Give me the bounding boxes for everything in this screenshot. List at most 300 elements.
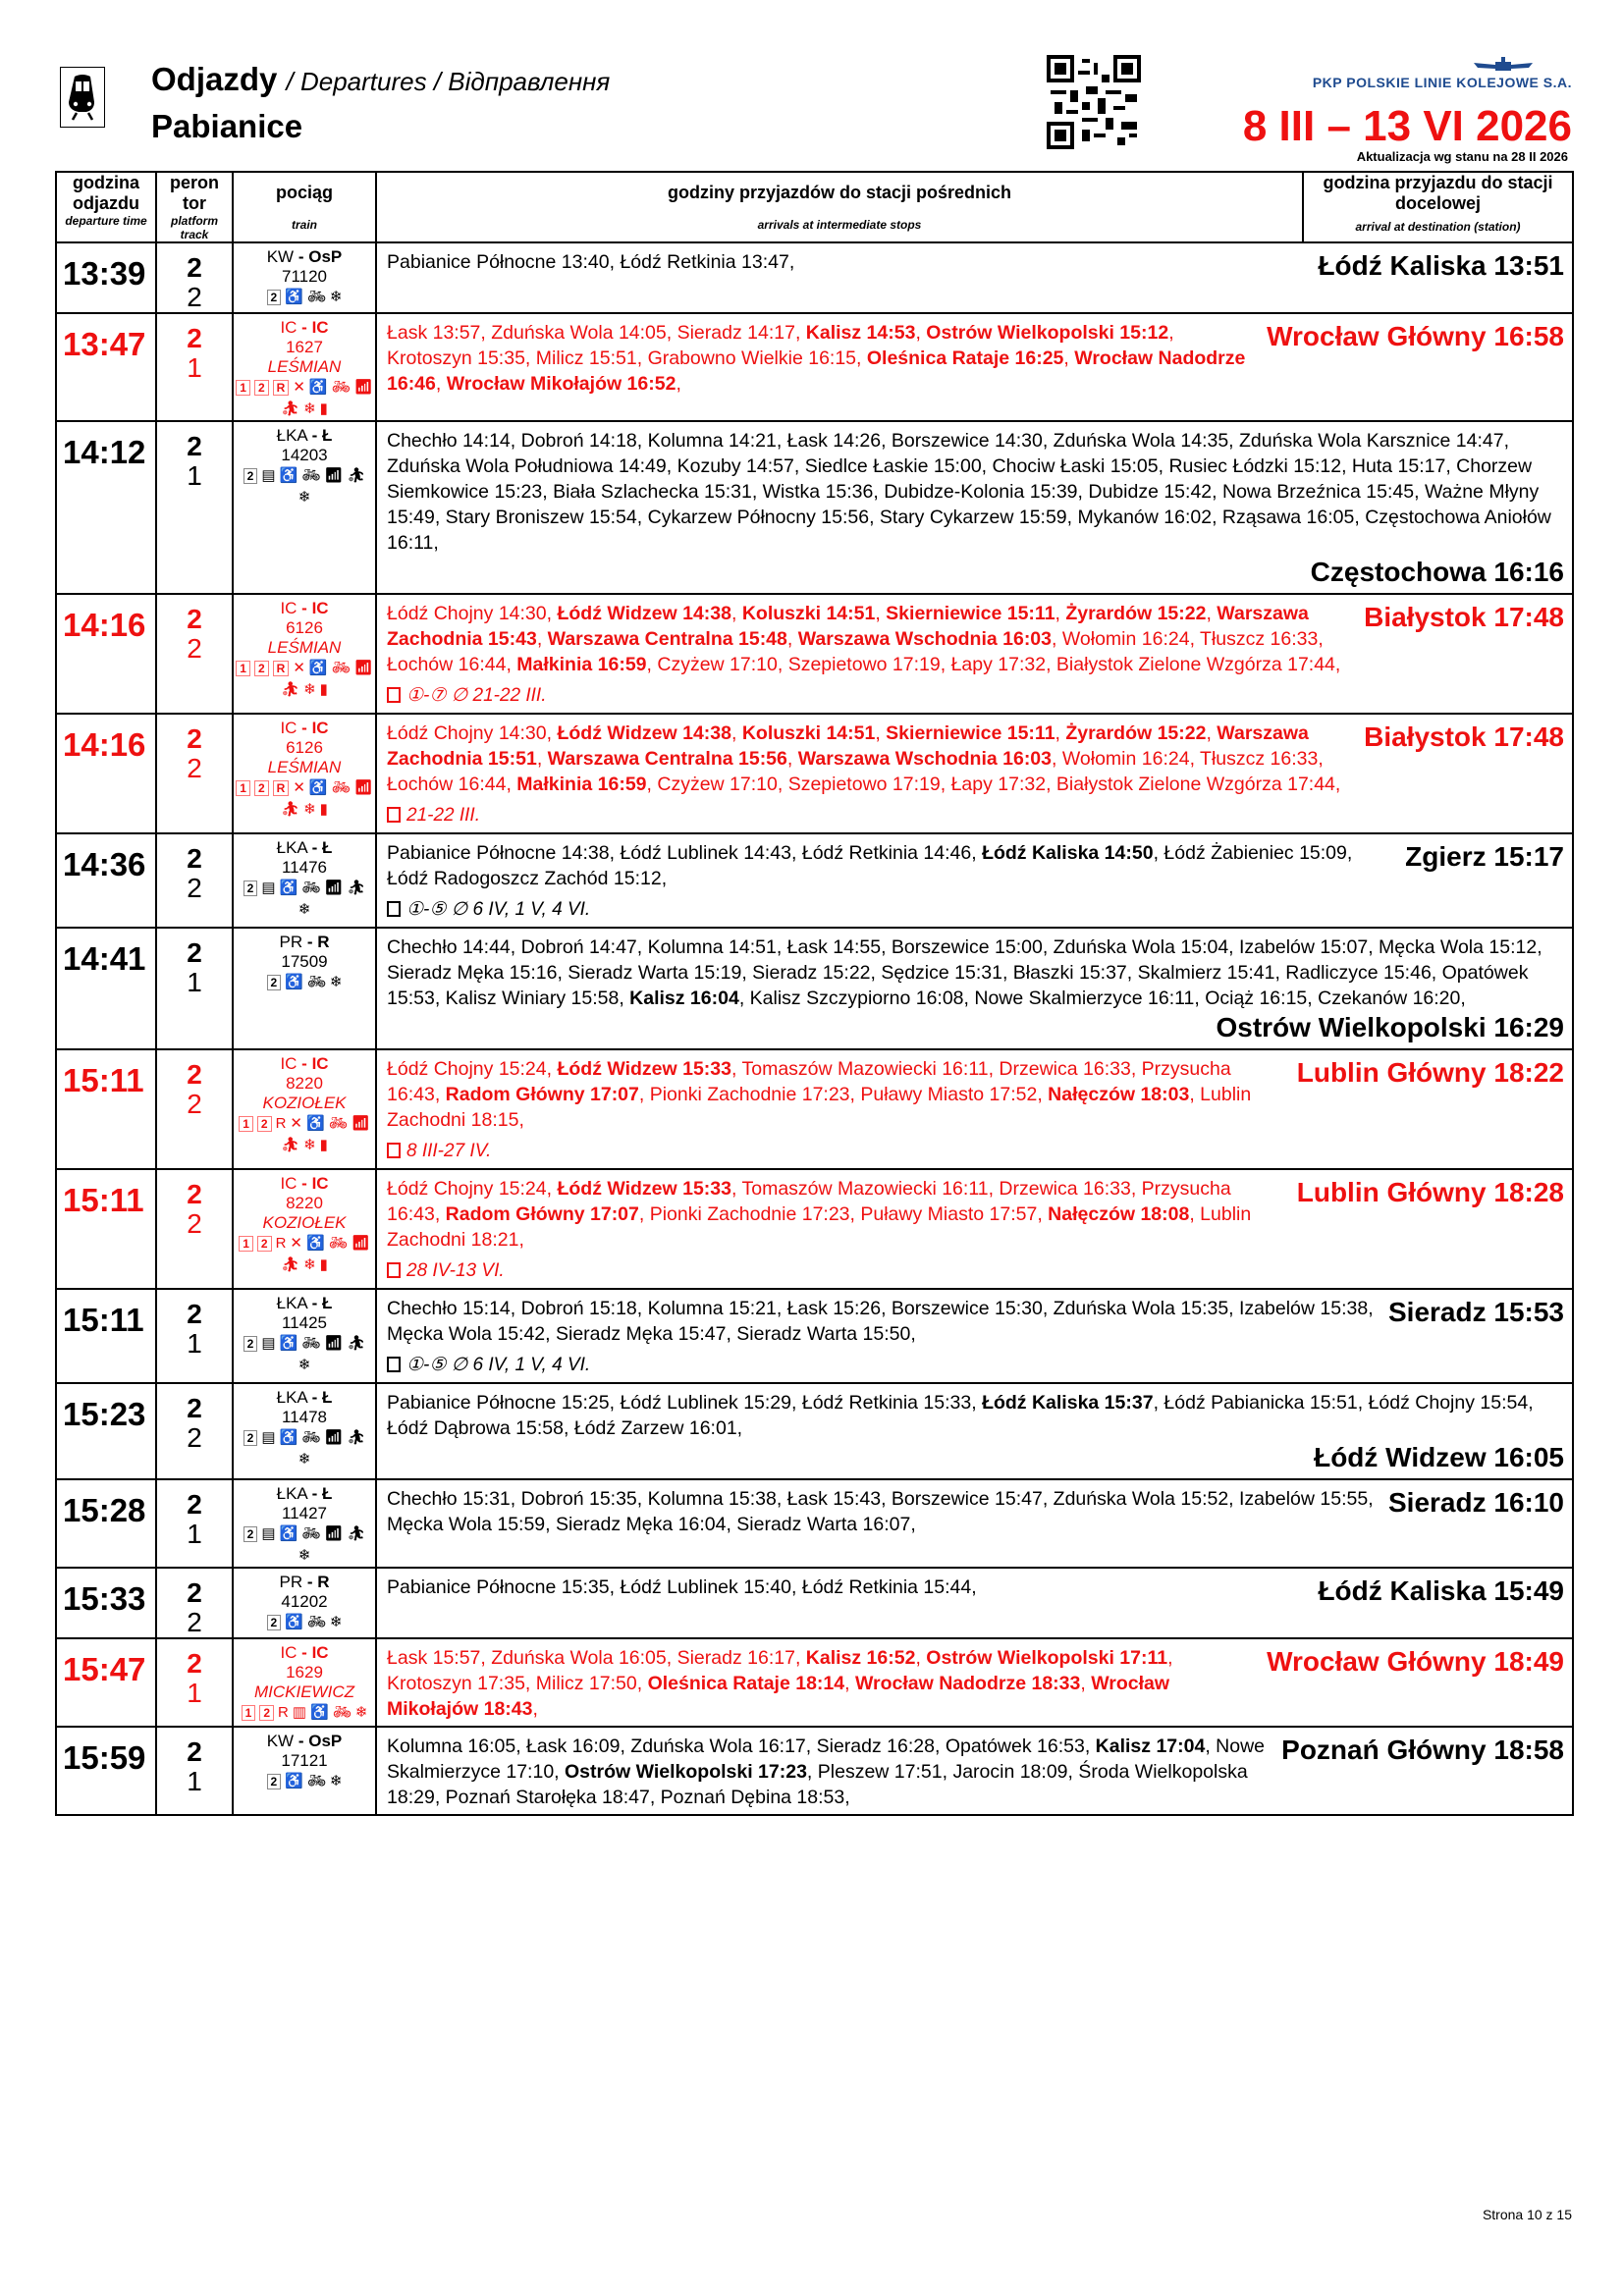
- train-category: IC - IC: [280, 1174, 329, 1193]
- train-amenities: [234, 377, 375, 420]
- train-number: 6126: [286, 618, 323, 637]
- air-conditioning-icon: ❄: [298, 1451, 311, 1468]
- stop: Biała Szlachecka 15:31: [553, 481, 752, 503]
- departure-time: 15:11: [56, 1049, 156, 1169]
- 2nd-class-icon: 2: [254, 380, 269, 396]
- baby-care-icon: ⛹︎: [347, 1335, 366, 1352]
- 1st-class-icon: 1: [236, 661, 250, 676]
- stop: Drzewica 16:33: [999, 1178, 1131, 1200]
- stop: Chorzew Siemkowice 15:23: [387, 455, 1533, 503]
- stop: Czyżew 17:10: [657, 654, 778, 675]
- col-platform: peron tor platform track: [156, 172, 233, 242]
- stop: Sieradz Męka 15:47: [556, 1323, 727, 1345]
- air-conditioning-icon: ❄: [303, 1137, 316, 1153]
- stop-major: Radom Główny 17:07: [445, 1203, 639, 1225]
- baby-care-icon: ⛹︎: [281, 1256, 300, 1273]
- stop: Łódź Żabieniec 15:09: [1163, 842, 1347, 864]
- departure-time: 14:16: [56, 714, 156, 833]
- wifi-icon: 📶︎: [324, 1525, 344, 1542]
- wheelchair-icon: ♿: [279, 467, 298, 484]
- stop: Łapy 17:32: [950, 654, 1047, 675]
- stop: Szepietowo 17:19: [787, 654, 941, 675]
- train-amenities: [234, 1427, 375, 1470]
- qr-code-icon[interactable]: [1047, 55, 1141, 149]
- platform: 2: [187, 1393, 202, 1423]
- stop: Siedlce Łaskie 15:00: [804, 455, 982, 477]
- stop: Chechło 15:31: [387, 1488, 511, 1510]
- ticket-machine-icon: ▤: [261, 467, 276, 484]
- stop-major: Wrocław Mikołajów 16:52: [446, 373, 676, 395]
- operating-days-note: 8 III-27 IV.: [387, 1139, 1564, 1164]
- wifi-icon: 📶︎: [353, 660, 373, 676]
- operating-days-note: ①-⑦ ∅ 21-22 III.: [387, 683, 1564, 709]
- wifi-icon: 📶︎: [324, 880, 344, 896]
- stop: Łódź Dąbrowa 15:58: [387, 1417, 564, 1439]
- calendar-icon: [387, 687, 401, 703]
- operating-days-note: 28 IV-13 VI.: [387, 1258, 1564, 1284]
- stop: Sieradz Warta 16:07: [736, 1514, 911, 1535]
- stop: Męcka Wola 15:12: [1379, 936, 1538, 958]
- platform: 2: [187, 323, 202, 353]
- col-destination: godzina przyjazdu do stacji docelowej arrival at destination (station): [1303, 172, 1573, 242]
- stop-major: Żyrardów 15:22: [1065, 722, 1207, 744]
- departure-time: 15:28: [56, 1479, 156, 1568]
- stop-major: Radom Główny 17:07: [445, 1084, 639, 1105]
- table-row: [56, 242, 1573, 313]
- stop: Krotoszyn 15:35: [387, 347, 525, 369]
- route-stops: Łódź Kaliska 15:49 Pabianice Północne 15:35, Łódź Lublinek 15:40, Łódź Retkinia 15:44,: [376, 1568, 1573, 1638]
- air-conditioning-icon: ❄: [303, 801, 316, 818]
- track: 2: [187, 753, 202, 783]
- stop-major: Skierniewice 15:11: [886, 603, 1055, 624]
- stop-major: Łódź Widzew 15:33: [557, 1178, 731, 1200]
- platform-track: [156, 1383, 233, 1479]
- stop: Milicz 15:51: [535, 347, 637, 369]
- calendar-icon: [387, 807, 401, 823]
- air-conditioning-icon: ❄: [298, 489, 311, 506]
- stop: Zduńska Wola 15:35: [1053, 1298, 1229, 1319]
- stop-major: Łódź Widzew 14:38: [557, 722, 731, 744]
- bicycle-icon: 🚲︎: [328, 1235, 348, 1252]
- wheelchair-icon: ♿: [285, 1614, 303, 1630]
- stop: Kolumna 16:05: [387, 1735, 516, 1757]
- stop: Łódź Lublinek 14:43: [620, 842, 791, 864]
- stop: Łochów 16:44: [387, 654, 507, 675]
- ticket-machine-icon: ▤: [261, 1429, 276, 1446]
- train-amenities: [234, 658, 375, 701]
- stop: Nowe Skalmierzyce 17:10: [387, 1735, 1266, 1783]
- stop: Opatówek 16:53: [945, 1735, 1085, 1757]
- stop-major: Łódź Widzew 15:33: [557, 1058, 731, 1080]
- restaurant-icon: ✕: [293, 379, 305, 396]
- stop: Sieradz Warta 15:50: [736, 1323, 911, 1345]
- stop: Grabowno Wielkie 16:15: [647, 347, 857, 369]
- stop: Łódź Retkinia 14:46: [801, 842, 972, 864]
- baby-care-icon: ⛹︎: [281, 801, 300, 818]
- stop: Środa Wielkopolska 18:29: [387, 1761, 1248, 1808]
- stop: Łódź Lublinek 15:29: [620, 1392, 791, 1414]
- train-amenities: [234, 1523, 375, 1567]
- stop: Lublin Zachodni 18:21: [387, 1203, 1252, 1251]
- train-number: 8220: [286, 1074, 323, 1093]
- air-conditioning-icon: ❄: [303, 400, 316, 417]
- stop: Jarocin 18:09: [952, 1761, 1068, 1783]
- stop-major: Warszawa Centralna 15:48: [547, 628, 787, 650]
- 1st-class-icon: 1: [239, 1116, 253, 1132]
- track: 1: [187, 1519, 202, 1549]
- stop: Stary Cykarzew 15:59: [879, 507, 1067, 528]
- 2nd-class-icon: 2: [259, 1705, 274, 1721]
- stop: Kolumna 15:38: [647, 1488, 777, 1510]
- stop: Sieradz Męka 15:16: [387, 962, 558, 984]
- train-info: [233, 1479, 376, 1568]
- destination: Lublin Główny 18:28: [1296, 1177, 1564, 1207]
- table-row: [56, 1169, 1573, 1289]
- platform: 2: [187, 1059, 202, 1090]
- train-info: [233, 242, 376, 313]
- stop: Łódź Retkinia 13:47: [620, 251, 789, 273]
- table-row: [56, 1049, 1573, 1169]
- destination: Częstochowa 16:16: [1310, 557, 1564, 587]
- destination: Poznań Główny 18:58: [1281, 1735, 1564, 1765]
- luggage-icon: ▮: [319, 1137, 328, 1153]
- luggage-icon: ▮: [319, 1256, 328, 1273]
- calendar-icon: [387, 901, 401, 917]
- baby-care-icon: ⛹︎: [281, 1137, 300, 1153]
- 1st-class-icon: 1: [236, 780, 250, 796]
- col-intermediate-stops: godziny przyjazdów do stacji pośrednich arrivals at intermediate stops: [376, 172, 1303, 242]
- stop-major: Małkinia 16:59: [516, 654, 647, 675]
- train-category: IC - IC: [280, 599, 329, 617]
- bicycle-icon: 🚲︎: [306, 974, 326, 990]
- platform: 2: [187, 937, 202, 968]
- wifi-icon: 📶︎: [351, 1235, 370, 1252]
- stop: Czekanów 16:20: [1318, 988, 1461, 1009]
- route-stops: Lublin Główny 18:28 Łódź Chojny 15:24, Łódź Widzew 15:33, Tomaszów Mazowiecki 16:11, Drzewica 16:33, Przysucha 16:43, Radom Główny 17:07, Pionki Zachodnie 17:23, Puławy Miasto 17:57, Nałęczów 18:08, Lublin Zachodni 18:21, 28 IV-13 VI.: [376, 1169, 1573, 1289]
- train-icon: [60, 67, 105, 128]
- departure-time: 15:59: [56, 1727, 156, 1815]
- stop: Borszewice 15:00: [891, 936, 1043, 958]
- wheelchair-icon: ♿: [279, 1335, 298, 1352]
- stop: Łódź Chojny 14:30: [387, 722, 547, 744]
- reservation-icon: R: [275, 1235, 287, 1252]
- departure-time: 15:11: [56, 1169, 156, 1289]
- stop-major: Wrocław Nadodrze 16:46: [387, 347, 1246, 395]
- calendar-icon: [387, 1143, 401, 1158]
- luggage-icon: ▮: [319, 681, 328, 698]
- stop: Łask 14:26: [786, 430, 882, 452]
- train-info: [233, 421, 376, 594]
- destination: Białystok 17:48: [1364, 602, 1564, 632]
- wheelchair-icon: ♿: [285, 289, 303, 305]
- stop-major: Oleśnica Rataje 18:14: [647, 1673, 845, 1694]
- train-info: [233, 1289, 376, 1383]
- train-category: PR - R: [279, 1573, 330, 1591]
- track: 2: [187, 633, 202, 664]
- 2nd-class-icon: 2: [243, 1336, 258, 1352]
- route-stops: Chechło 14:44, Dobroń 14:47, Kolumna 14:51, Łask 14:55, Borszewice 15:00, Zduńska Wola 15:04, Izabelów 15:07, Męcka Wola 15:12, Sieradz Męka 15:16, Sieradz Warta 15:19, Sieradz 15:22, Sędzice 15:31, Błaszki 15:37, Skalmierz 15:41, Radliczyce 15:46, Opatówek 15:53, Kalisz Winiary 15:58, Kalisz 16:04, Kalisz Szczypiorno 16:08, Nowe Skalmierzyce 16:11, Ociąż 16:15, Czekanów 16:20, Ostrów Wielkopolski 16:29: [376, 928, 1573, 1049]
- 2nd-class-icon: 2: [257, 1236, 272, 1252]
- train-name: LEŚMIAN: [267, 758, 342, 776]
- train-info: [233, 1049, 376, 1169]
- 1st-class-icon: 1: [242, 1705, 256, 1721]
- calendar-icon: [387, 1262, 401, 1278]
- train-info: [233, 1568, 376, 1638]
- 2nd-class-icon: 2: [243, 468, 258, 484]
- wifi-icon: 📶︎: [353, 379, 373, 396]
- restaurant-icon: ✕: [293, 660, 305, 676]
- destination: Ostrów Wielkopolski 16:29: [1216, 1012, 1564, 1042]
- stop: Kolumna 14:21: [647, 430, 777, 452]
- train-info: [233, 1169, 376, 1289]
- route-stops: Białystok 17:48 Łódź Chojny 14:30, Łódź Widzew 14:38, Koluszki 14:51, Skierniewice 15:11, Żyrardów 15:22, Warszawa Zachodnia 15:51, Warszawa Centralna 15:56, Warszawa Wschodnia 16:03, Wołomin 16:24, Tłuszcz 16:33, Łochów 16:44, Małkinia 16:59, Czyżew 17:10, Szepietowo 17:19, Łapy 17:32, Białystok Zielone Wzgórza 17:44, 21-22 III.: [376, 714, 1573, 833]
- train-name: KOZIOŁEK: [262, 1213, 347, 1232]
- wifi-icon: 📶︎: [324, 1429, 344, 1446]
- stop: Kolumna 14:51: [647, 936, 777, 958]
- table-row: [56, 928, 1573, 1049]
- stop-major: Kalisz 16:04: [629, 988, 739, 1009]
- page-header: [55, 55, 1572, 168]
- stop: Borszewice 15:30: [891, 1298, 1043, 1319]
- platform: 2: [187, 843, 202, 874]
- platform: 2: [187, 723, 202, 754]
- wheelchair-icon: ♿: [279, 1525, 298, 1542]
- departure-time: 15:11: [56, 1289, 156, 1383]
- train-number: 11427: [281, 1504, 327, 1522]
- stop-major: Nałęczów 18:08: [1048, 1203, 1190, 1225]
- table-row: [56, 594, 1573, 714]
- stop-major: Skierniewice 15:11: [886, 722, 1055, 744]
- departure-time: 14:12: [56, 421, 156, 594]
- train-name: MICKIEWICZ: [254, 1682, 354, 1701]
- stop-major: Warszawa Zachodnia 15:51: [387, 722, 1309, 770]
- luggage-icon: ▮: [319, 801, 328, 818]
- destination: Łódź Kaliska 15:49: [1318, 1575, 1564, 1606]
- departure-time: 14:16: [56, 594, 156, 714]
- air-conditioning-icon: ❄: [298, 1547, 311, 1564]
- train-amenities: [234, 1612, 375, 1633]
- departure-time: 15:23: [56, 1383, 156, 1479]
- train-amenities: [234, 1113, 375, 1156]
- train-info: [233, 1638, 376, 1727]
- train-amenities: [234, 1233, 375, 1276]
- stop: Zduńska Wola 16:05: [491, 1647, 667, 1669]
- platform-track: [156, 1638, 233, 1727]
- stop: Poznań Starołęka 18:47: [445, 1787, 650, 1808]
- stop: Czyżew 17:10: [657, 774, 778, 795]
- train-number: 6126: [286, 738, 323, 757]
- departures-table: [55, 171, 1574, 1816]
- wheelchair-icon: ♿: [308, 779, 328, 796]
- wheelchair-icon: ♿: [306, 1235, 325, 1252]
- stop: Łódź Chojny 15:24: [387, 1178, 547, 1200]
- stop: Kalisz Winiary 15:58: [445, 988, 620, 1009]
- table-row: [56, 313, 1573, 421]
- train-number: 71120: [281, 267, 327, 286]
- stop: Łask 16:09: [526, 1735, 621, 1757]
- track: 2: [187, 1607, 202, 1637]
- train-number: 1629: [286, 1663, 323, 1682]
- route-stops: Sieradz 16:10 Chechło 15:31, Dobroń 15:35, Kolumna 15:38, Łask 15:43, Borszewice 15:47, Zduńska Wola 15:52, Izabelów 15:55, Męcka Wola 15:59, Sieradz Męka 16:04, Sieradz Warta 16:07,: [376, 1479, 1573, 1568]
- stop: Łódź Retkinia 15:44: [801, 1576, 972, 1598]
- stop-major: Warszawa Zachodnia 15:43: [387, 603, 1309, 650]
- departure-time: 15:47: [56, 1638, 156, 1727]
- train-amenities: [234, 287, 375, 308]
- stop: Pabianice Północne 15:35: [387, 1576, 610, 1598]
- platform: 2: [187, 1489, 202, 1520]
- stop-major: Kalisz 17:04: [1095, 1735, 1206, 1757]
- table-row: [56, 1638, 1573, 1727]
- operating-days-note: ①-⑤ ∅ 6 IV, 1 V, 4 VI.: [387, 897, 1564, 923]
- route-stops: Poznań Główny 18:58 Kolumna 16:05, Łask 16:09, Zduńska Wola 16:17, Sieradz 16:28, Opatówek 16:53, Kalisz 17:04, Nowe Skalmierzyce 17:10, Ostrów Wielkopolski 17:23, Pleszew 17:51, Jarocin 18:09, Środa Wielkopolska 18:29, Poznań Starołęka 18:47, Poznań Dębina 18:53,: [376, 1727, 1573, 1815]
- reservation-icon: R: [273, 380, 290, 396]
- reservation-icon: R: [278, 1704, 289, 1721]
- air-conditioning-icon: ❄: [298, 1357, 311, 1373]
- train-category: ŁKA - Ł: [276, 1294, 333, 1312]
- restaurant-icon: ✕: [290, 1235, 302, 1252]
- stop: Białystok Zielone Wzgórza 17:44: [1055, 654, 1335, 675]
- stop: Ociąż 16:15: [1205, 988, 1308, 1009]
- route-stops: Wrocław Główny 16:58 Łask 13:57, Zduńska Wola 14:05, Sieradz 14:17, Kalisz 14:53, Ostrów Wielkopolski 15:12, Krotoszyn 15:35, Milicz 15:51, Grabowno Wielkie 16:15, Oleśnica Rataje 16:25, Wrocław Nadodrze 16:46, Wrocław Mikołajów 16:52,: [376, 313, 1573, 421]
- stop-major: Warszawa Wschodnia 16:03: [797, 748, 1052, 770]
- stop: Milicz 17:50: [535, 1673, 637, 1694]
- stop: Łask 15:57: [387, 1647, 481, 1669]
- table-row: [56, 714, 1573, 833]
- train-number: 8220: [286, 1194, 323, 1212]
- wheelchair-icon: ♿: [306, 1115, 325, 1132]
- stop: Chechło 15:14: [387, 1298, 511, 1319]
- train-number: 17121: [281, 1751, 328, 1770]
- track: 1: [187, 1766, 202, 1796]
- stop: Pionki Zachodnie 17:23: [649, 1084, 850, 1105]
- stop: Błaszki 15:37: [1012, 962, 1127, 984]
- train-number: 11478: [281, 1408, 327, 1426]
- train-category: IC - IC: [280, 318, 329, 337]
- stop: Kalisz Szczypiorno 16:08: [749, 988, 964, 1009]
- calendar-icon: [387, 1357, 401, 1372]
- reservation-icon: R: [273, 661, 290, 676]
- stop-major: Łódź Kaliska 15:37: [982, 1392, 1154, 1414]
- 2nd-class-icon: 2: [243, 1430, 258, 1446]
- train-amenities: [234, 777, 375, 821]
- air-conditioning-icon: ❄: [329, 1773, 343, 1789]
- validity-period: 8 III – 13 VI 2026: [1242, 102, 1572, 150]
- stop-major: Łódź Kaliska 14:50: [982, 842, 1154, 864]
- table-header: [56, 172, 1573, 242]
- stop: Poznań Dębina 18:53: [660, 1787, 845, 1808]
- stop-major: Ostrów Wielkopolski 15:12: [926, 322, 1169, 344]
- bicycle-icon: 🚲︎: [301, 1335, 321, 1352]
- stop-major: Koluszki 14:51: [741, 722, 876, 744]
- track: 1: [187, 460, 202, 491]
- stop: Wołomin 16:24: [1061, 628, 1190, 650]
- stop: Krotoszyn 17:35: [387, 1673, 525, 1694]
- train-info: [233, 928, 376, 1049]
- bicycle-icon: 🚲︎: [306, 1614, 326, 1630]
- air-conditioning-icon: ❄: [303, 1256, 316, 1273]
- wifi-icon: 📶︎: [351, 1115, 370, 1132]
- platform-track: [156, 594, 233, 714]
- stop: Tłuszcz 16:33: [1200, 628, 1319, 650]
- stop: Łódź Pabianicka 15:51: [1163, 1392, 1358, 1414]
- destination: Zgierz 15:17: [1405, 841, 1564, 872]
- platform: 2: [187, 1736, 202, 1767]
- route-stops: Wrocław Główny 18:49 Łask 15:57, Zduńska Wola 16:05, Sieradz 16:17, Kalisz 16:52, Ostrów Wielkopolski 17:11, Krotoszyn 17:35, Milicz 17:50, Oleśnica Rataje 18:14, Wrocław Nadodrze 18:33, Wrocław Mikołajów 18:43,: [376, 1638, 1573, 1727]
- route-stops: Pabianice Północne 15:25, Łódź Lublinek 15:29, Łódź Retkinia 15:33, Łódź Kaliska 15:37, Łódź Pabianicka 15:51, Łódź Chojny 15:54, Łódź Dąbrowa 15:58, Łódź Zarzew 16:01, Łódź Widzew 16:05: [376, 1383, 1573, 1479]
- platform-track: [156, 1568, 233, 1638]
- train-info: [233, 313, 376, 421]
- track: 2: [187, 1422, 202, 1453]
- destination: Białystok 17:48: [1364, 721, 1564, 752]
- departure-time: 14:36: [56, 833, 156, 928]
- 2nd-class-icon: 2: [267, 975, 282, 990]
- destination: Wrocław Główny 18:49: [1267, 1646, 1564, 1677]
- wheelchair-icon: ♿: [310, 1704, 329, 1721]
- stop: Drzewica 16:33: [999, 1058, 1131, 1080]
- vending-machine-icon: ▥: [292, 1704, 307, 1721]
- stop-major: Kalisz 14:53: [805, 322, 916, 344]
- platform-track: [156, 1289, 233, 1383]
- stop: Borszewice 14:30: [891, 430, 1043, 452]
- reservation-icon: R: [275, 1115, 287, 1132]
- stop-major: Wrocław Nadodrze 18:33: [854, 1673, 1081, 1694]
- stop: Skalmierz 15:41: [1137, 962, 1275, 984]
- destination: Łódź Widzew 16:05: [1314, 1442, 1564, 1472]
- stop: Łódź Retkinia 15:33: [801, 1392, 972, 1414]
- station-name: Pabianice: [151, 108, 303, 144]
- stop: Rząsawa 16:05: [1221, 507, 1355, 528]
- 2nd-class-icon: 2: [254, 780, 269, 796]
- 2nd-class-icon: 2: [257, 1116, 272, 1132]
- stop: Zduńska Wola 16:17: [630, 1735, 806, 1757]
- baby-care-icon: ⛹︎: [281, 400, 300, 417]
- wheelchair-icon: ♿: [285, 1773, 303, 1789]
- col-train: pociąg train: [233, 172, 376, 242]
- destination: Wrocław Główny 16:58: [1267, 321, 1564, 351]
- air-conditioning-icon: ❄: [303, 681, 316, 698]
- train-amenities: [234, 1702, 375, 1724]
- train-number: 14203: [281, 446, 328, 464]
- stop: Lublin Zachodni 18:15: [387, 1084, 1252, 1131]
- platform: 2: [187, 431, 202, 461]
- stop: Sędzice 15:31: [881, 962, 1002, 984]
- wheelchair-icon: ♿: [308, 379, 328, 396]
- 1st-class-icon: 1: [236, 380, 250, 396]
- bicycle-icon: 🚲︎: [306, 1773, 326, 1789]
- air-conditioning-icon: ❄: [329, 1614, 343, 1630]
- track: 2: [187, 282, 202, 312]
- train-category: PR - R: [279, 933, 330, 951]
- page-number: Strona 10 z 15: [1482, 2207, 1572, 2222]
- stop: Sieradz 16:28: [816, 1735, 935, 1757]
- platform: 2: [187, 252, 202, 283]
- stop: Łódź Chojny 15:24: [387, 1058, 547, 1080]
- bicycle-icon: 🚲︎: [331, 660, 351, 676]
- stop: Chechło 14:14: [387, 430, 511, 452]
- train-info: [233, 594, 376, 714]
- departure-time: 13:39: [56, 242, 156, 313]
- stop-major: Ostrów Wielkopolski 17:11: [926, 1647, 1168, 1669]
- train-amenities: [234, 1333, 375, 1376]
- bicycle-icon: 🚲︎: [331, 779, 351, 796]
- train-info: [233, 714, 376, 833]
- train-category: ŁKA - Ł: [276, 838, 333, 857]
- stop: Tomaszów Mazowiecki 16:11: [741, 1058, 989, 1080]
- stop: Przysucha 16:43: [387, 1178, 1231, 1225]
- table-row: [56, 1479, 1573, 1568]
- stop-major: Wrocław Mikołajów 18:43: [387, 1673, 1170, 1720]
- wifi-icon: 📶︎: [324, 467, 344, 484]
